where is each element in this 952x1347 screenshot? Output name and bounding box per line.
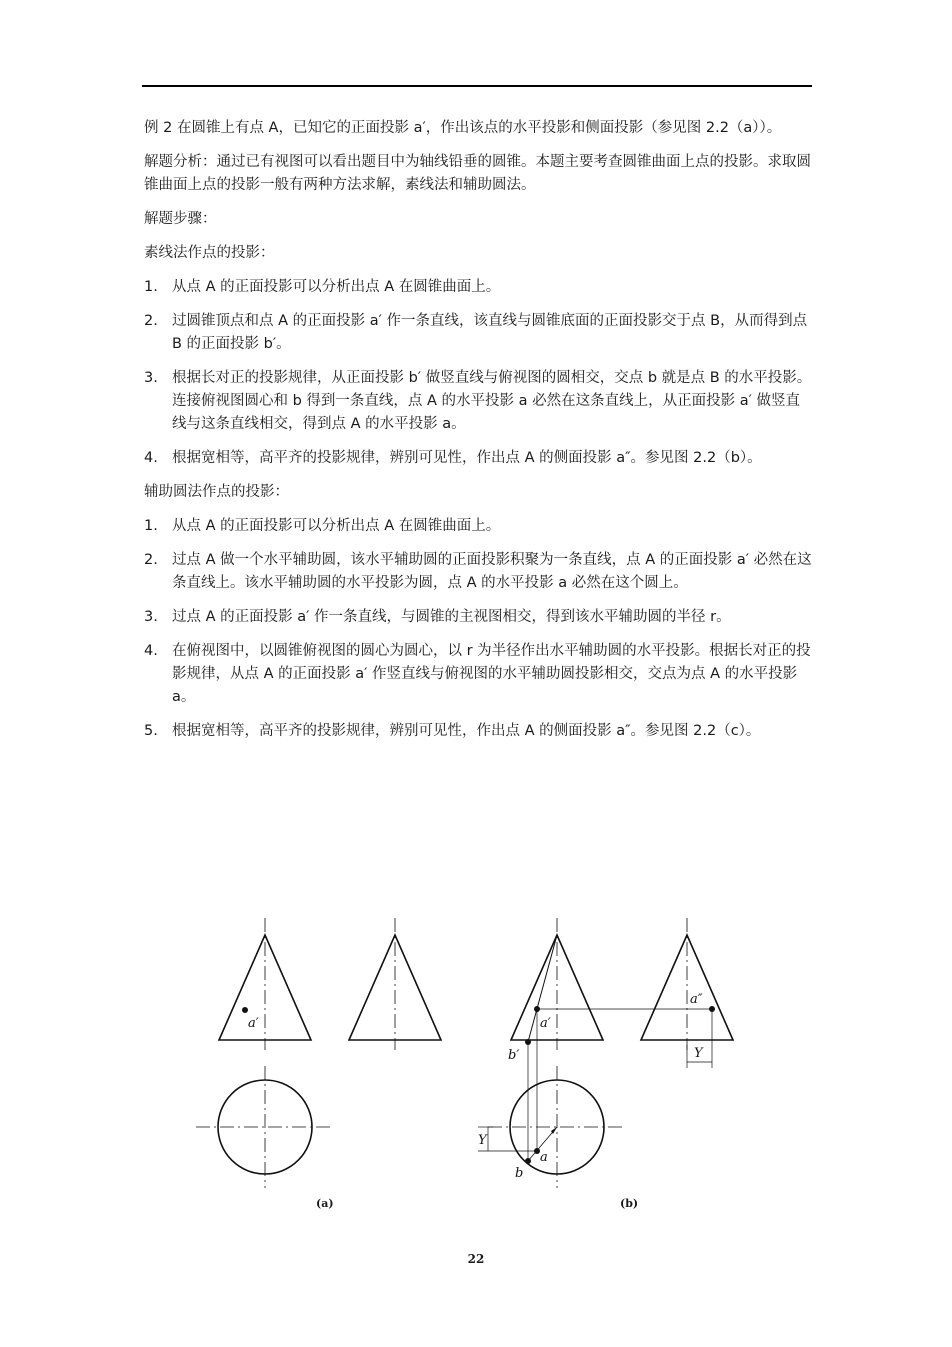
caption-a: (a)	[316, 1197, 334, 1210]
step-number: 2.	[144, 313, 158, 329]
analysis-paragraph: 解题分析：通过已有视图可以看出题目中为轴线铅垂的圆锥。本题主要考查圆锥曲面上点的投影。求取圆锥曲面上点的投影一般有两种方法求解，素线法和辅助圆法。	[144, 154, 811, 193]
example-paragraph: 例 2 在圆锥上有点 A，已知它的正面投影 a′，作出该点的水平投影和侧面投影（参见图 2.2（a））。	[144, 120, 782, 136]
step-number: 3.	[144, 609, 158, 625]
step-text: 过点 A 的正面投影 a′ 作一条直线，与圆锥的主视图相交，得到该水平辅助圆的半径 r。	[172, 609, 731, 625]
point-a-double-prime	[709, 1006, 715, 1012]
point-b-top	[525, 1158, 531, 1164]
step-number: 5.	[144, 723, 158, 739]
label-y-top: Y	[478, 1133, 487, 1148]
step-text: 过圆锥顶点和点 A 的正面投影 a′ 作一条直线，该直线与圆锥底面的正面投影交于点 B，从而得到点 B 的正面投影 b′。	[172, 313, 808, 352]
step-number: 1.	[144, 518, 158, 534]
point-a-prime-a	[242, 1007, 248, 1013]
label-b-prime: b′	[508, 1048, 520, 1063]
page-number: 22	[467, 1252, 485, 1266]
label-a-prime-b: a′	[540, 1016, 551, 1031]
caption-b: (b)	[620, 1197, 639, 1210]
label-b-top: b	[515, 1166, 524, 1181]
step-text: 从点 A 的正面投影可以分析出点 A 在圆锥曲面上。	[172, 518, 501, 534]
step-number: 1.	[144, 279, 158, 295]
label-a-prime-a: a′	[248, 1016, 259, 1031]
method2-heading: 辅助圆法作点的投影：	[144, 484, 289, 500]
point-a-prime-b	[534, 1006, 540, 1012]
step-text: 根据宽相等，高平齐的投影规律，辨别可见性，作出点 A 的侧面投影 a″。参见图 2.2（c）。	[172, 723, 761, 739]
step-text: 根据宽相等，高平齐的投影规律，辨别可见性，作出点 A 的侧面投影 a″。参见图 2.2（b）。	[172, 450, 762, 466]
step-text: 过点 A 做一个水平辅助圆，该水平辅助圆的正面投影积聚为一条直线，点 A 的正面投影 a′ 必然在这条直线上。该水平辅助圆的水平投影为圆，点 A 的水平投影 a 必然在这个圆上。	[172, 552, 812, 591]
step-number: 3.	[144, 370, 158, 386]
step-number: 4.	[144, 643, 158, 659]
step-text: 在俯视图中，以圆锥俯视图的圆心为圆心，以 r 为半径作出水平辅助圆的水平投影。根据长对正的投影规律，从点 A 的正面投影 a′ 作竖直线与俯视图的水平辅助圆投影相交，交点为点 A 的水平投影 a。	[172, 643, 811, 705]
step-text: 从点 A 的正面投影可以分析出点 A 在圆锥曲面上。	[172, 279, 501, 295]
label-y-side: Y	[694, 1046, 703, 1061]
steps-heading: 解题步骤：	[144, 211, 217, 227]
step-text: 根据长对正的投影规律，从正面投影 b′ 做竖直线与俯视图的圆相交，交点 b 就是点 B 的水平投影。连接俯视图圆心和 b 得到一条直线，点 A 的水平投影 a 必然在这条直线上，从正面投影 a′ 做竖直线与这条直线相交，得到点 A 的水平投影 a。	[172, 370, 812, 432]
step-number: 2.	[144, 552, 158, 568]
figure-a	[196, 918, 441, 1188]
method1-heading: 素线法作点的投影：	[144, 245, 275, 261]
point-b-prime	[525, 1039, 531, 1045]
label-a-top: a	[540, 1150, 548, 1165]
label-a-double-prime: a″	[690, 992, 703, 1007]
step-number: 4.	[144, 450, 158, 466]
